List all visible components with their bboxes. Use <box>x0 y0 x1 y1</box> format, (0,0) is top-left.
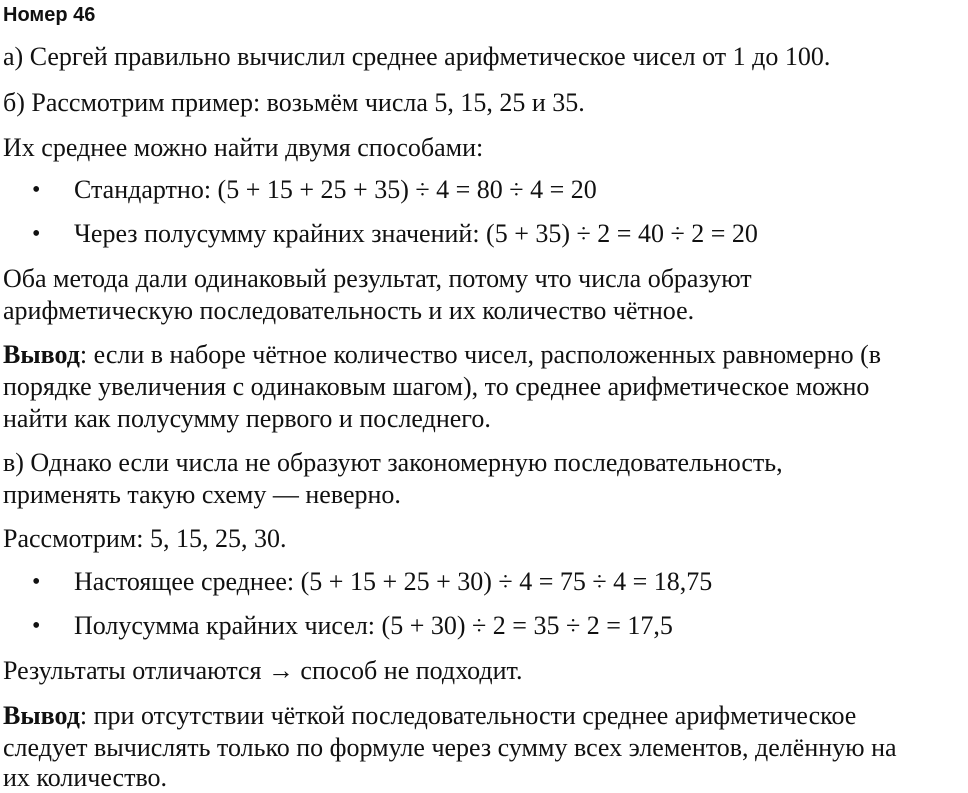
part-a-text: а) Сергей правильно вычислил среднее арифметическое чисел от 1 до 100. <box>3 42 831 71</box>
conclusion-label: Вывод <box>3 701 80 730</box>
both-methods-line-1: Оба метода дали одинаковый результат, потому что числа образуют <box>3 264 752 293</box>
part-v-line-1: в) Однако если числа не образуют закономерную последовательность, <box>3 448 783 477</box>
both-methods-line-2: арифметическую последовательность и их количество чётное. <box>3 296 695 325</box>
bullet-half-sum-extremes: Полусумма крайних чисел: (5 + 30) ÷ 2 = 35 ÷ 2 = 17,5 <box>74 611 673 640</box>
two-ways-text: Их среднее можно найти двумя способами: <box>3 133 484 162</box>
bullet-half-sum-method: Через полусумму крайних значений: (5 + 35) ÷ 2 = 40 ÷ 2 = 20 <box>74 219 758 248</box>
page-title: Номер 46 <box>3 4 96 26</box>
conclusion-label: Вывод <box>3 340 80 369</box>
bullet-standard-method: Стандартно: (5 + 15 + 25 + 35) ÷ 4 = 80 ÷ 4 = 20 <box>74 175 597 204</box>
part-b-text: б) Рассмотрим пример: возьмём числа 5, 15, 25 и 35. <box>3 88 585 117</box>
results-differ-text: Результаты отличаются → способ не подходит. <box>3 656 523 685</box>
bullet-marker: • <box>32 569 41 595</box>
bullet-true-mean: Настоящее среднее: (5 + 15 + 25 + 30) ÷ 4 = 75 ÷ 4 = 18,75 <box>74 567 713 596</box>
conclusion-2-line-3: их количество. <box>3 763 168 792</box>
conclusion-2-line-2: следует вычислять только по формуле через сумму всех элементов, делённую на <box>3 733 897 762</box>
conclusion-2-text: : при отсутствии чёткой последовательности среднее арифметическое <box>79 701 857 730</box>
part-v-line-2: применять такую схему — неверно. <box>3 480 401 509</box>
conclusion-1-text: : если в наборе чётное количество чисел, расположенных равномерно (в <box>79 340 882 369</box>
bullet-marker: • <box>32 613 41 639</box>
conclusion-1-line-2: порядке увеличения с одинаковым шагом), то среднее арифметическое можно <box>3 372 870 401</box>
conclusion-1-line-1 <box>3 340 881 370</box>
bullet-marker: • <box>32 177 41 203</box>
conclusion-1-line-3: найти как полусумму первого и последнего. <box>3 404 491 433</box>
conclusion-2-line-1 <box>3 701 856 731</box>
bullet-marker: • <box>32 221 41 247</box>
consider-text: Рассмотрим: 5, 15, 25, 30. <box>3 524 287 553</box>
